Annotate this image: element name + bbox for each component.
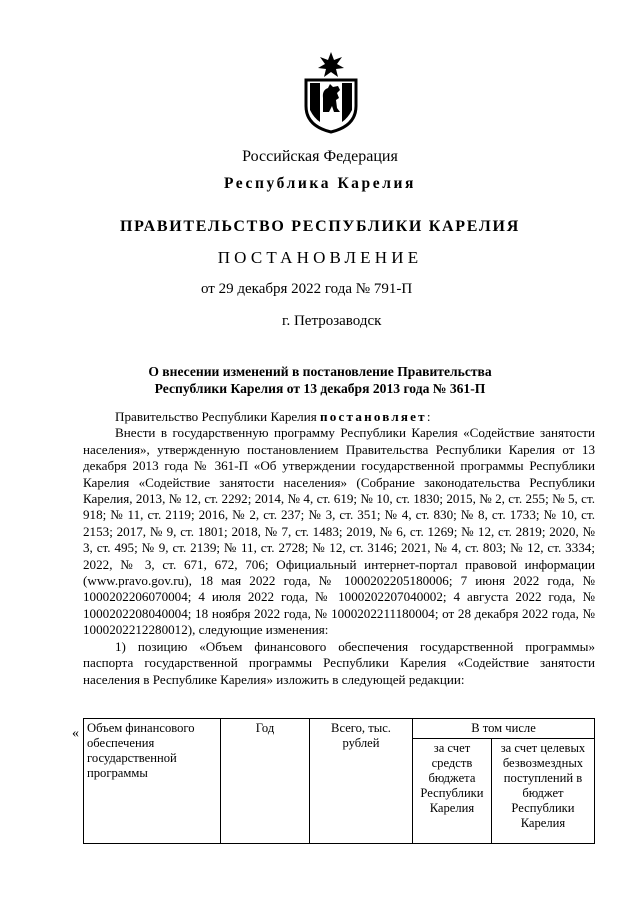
item-1-paragraph: 1) позицию «Объем финансового обеспечения государственной программы» паспорта государственной программы Республики Карелия «Содействие занятости населения в Республике Карелия» изложить в следующей редакции: <box>83 638 595 687</box>
document-date-number: от 29 декабря 2022 года № 791-П <box>201 281 413 297</box>
karelia-coat-of-arms-icon <box>300 50 362 134</box>
subject-line-1: О внесении изменений в постановление Правительства <box>148 364 492 379</box>
republic-name: Республика Карелия <box>223 175 417 192</box>
opening-quote: « <box>72 726 79 741</box>
table-header-including: В том числе <box>413 719 595 739</box>
table-header-targeted-receipts: за счет целевых безвозмездных поступлений в бюджет Республики Карелия <box>491 739 594 844</box>
table-header-year: Год <box>221 719 310 844</box>
country-name: Российская Федерация <box>242 148 398 165</box>
document-type: ПОСТАНОВЛЕНИЕ <box>217 248 423 267</box>
subject-line-2: Республики Карелия от 13 декабря 2013 года № 361-П <box>154 381 486 396</box>
document-body <box>83 409 595 688</box>
resolution-intro <box>83 409 595 425</box>
table-header-regional-budget: за счет средств бюджета Республики Карелия <box>413 739 492 844</box>
financing-table <box>83 718 595 844</box>
intro-prefix: Правительство Республики Карелия <box>115 409 321 424</box>
amendment-paragraph: Внести в государственную программу Республики Карелия «Содействие занятости населения», утвержденную постановлением Правительства Республики Карелия от 13 декабря 2013 года № 361-П «Об утверждении государственной программы Республики Карелия «Содействие занятости населения» (Собрание законодательства Республики Карелия, 2013, № 12, ст. 2292; 2014, № 4, ст. 619; № 10, ст. 1830; 2015, № 2, ст. 255; № 5, ст. 918; № 11, ст. 2119; 2016, № 2, ст. 237; № 3, ст. 351; № 4, ст. 830; № 8, ст. 1733; № 10, ст. 2153; 2017, № 9, ст. 1801; 2018, № 7, ст. 1483; 2019, № 6, ст. 1269; № 12, ст. 2819; 2020, № 3, ст. 495; № 9, ст. 2139; № 11, ст. 2728; № 12, ст. 3146; 2021, № 4, ст. 803; № 12, ст. 3334; 2022, № 3, ст. 671, 672, 706; Официальный интернет-портал правовой информации (www.pravo.gov.ru), 18 мая 2022 года, № 1000202205180006; 7 июня 2022 года, № 1000202206070004; 4 июля 2022 года, № 1000202207040002; 4 августа 2022 года, № 1000202208040004; 18 ноября 2022 года, № 1000202211180004; от 28 декабря 2022 года, № 1000202212280012), следующие изменения: <box>83 425 595 638</box>
intro-suffix: : <box>426 409 431 424</box>
city: г. Петрозаводск <box>282 313 382 329</box>
government-title: ПРАВИТЕЛЬСТВО РЕСПУБЛИКИ КАРЕЛИЯ <box>120 218 520 235</box>
resolution-verb: постановляет <box>320 409 427 424</box>
table-header-total: Всего, тыс. рублей <box>310 719 413 844</box>
table-header-financing: Объем финансового обеспечения государственной программы <box>84 719 221 844</box>
